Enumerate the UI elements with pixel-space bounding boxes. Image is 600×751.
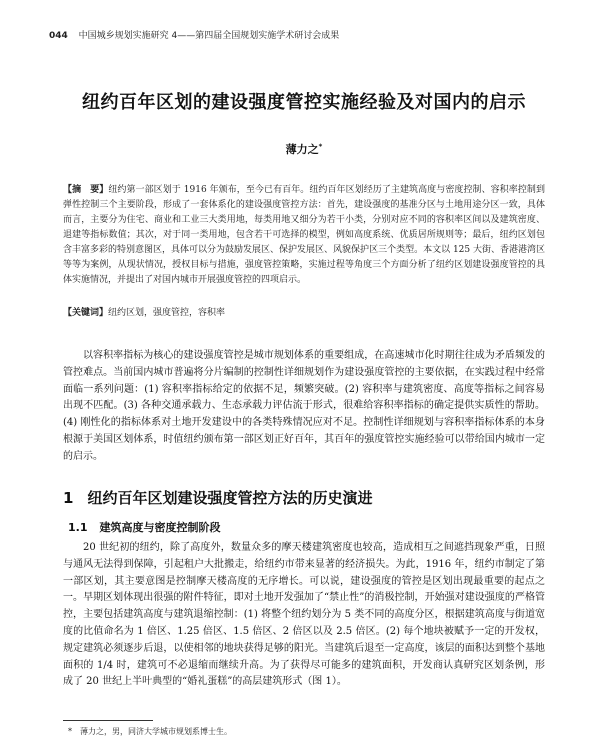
abstract — [63, 183, 545, 288]
footnote-divider — [63, 720, 153, 721]
abstract-text: 纽约第一部区划于 1916 年颁布，至今已有百年。纽约百年区划经历了主建筑高度与密度控制、容积率控制到弹性控制三个主要阶段，形成了一套体系化的建设强度管控方法：首先，建设强度的基准分区与土地用途分区一致，具体而言，主要分为住宅、商业和工业三大类用地，每类用地又细分为若干小类，分别对应不同的容积率区间以及建筑密度、退建等指标数值；其次，对于同一类用地，包含若干可选择的模型，例如高度系统、优质居所规则等；最后，纽约区划包含丰富多彩的特别意图区，具体可以分为鼓励发展区、保护发展区、风貌保护区三个类型。本文以 125 大街、香港港湾区等等为案例，从现状情况，授权目标与措施，强度管控策略，实施过程等角度三个方面分析了纽约区划建设强度管控的具体实施情况，并提出了对国内城市开展强度管控的四项启示。 — [63, 185, 545, 285]
body-paragraph: 20 世纪初的纽约，除了高度外，数量众多的摩天楼建筑密度也较高，造成相互之间遮挡现象严重，日照与通风无法得到保障，引起租户大批搬走，给纽约市带来显著的经济损失。为此，1916 年，纽约市制定了第一部区划，其主要意图是控制摩天楼高度的无序增长。可以说，建设强度的管控是区划出现最重要的起点之一。早期区划体现出很强的附件特征，即对土地开发强加了“禁止性”的消极控制，开始强对建设强度的严格管控，主要包括建筑高度与建筑退缩控制：(1) 将整个纽约划分为 5 类不同的高度分区，根据建筑高度与街道宽度的比值命名为 1 倍区、1.25 倍区、1.5 倍区、2 倍区以及 2.5 倍区。(2) 每个地块被赋予一定的开发权，规定建筑必须逐步后退，以使相邻的地块获得足够的阳光。当建筑后退至一定高度，该层的面积达到整个基地面积的 1/4 时，建筑可不必退缩而继续升高。为了获得尽可能多的建筑面积，开发商认真研究区划条例，形成了 20 世纪上半叶典型的“婚礼蛋糕”的高层建筑形式（图 1）。 — [63, 542, 545, 688]
subsection-heading — [68, 519, 545, 535]
paper-title: 纽约百年区划的建设强度管控实施经验及对国内的启示 — [82, 92, 526, 113]
keywords-label: 【关键词】 — [63, 308, 109, 318]
intro-paragraph: 以容积率指标为核心的建设强度管控是城市规划体系的重要组成，在高速城市化时期往往成为矛盾频发的管控难点。当前国内城市普遍将分片编制的控制性详细规划作为建设强度管控的主要依据，在实践过程中经常面临一系列问题：(1) 容积率指标给定的依据不足，频繁突破。(2) 容积率与建筑密度、高度等指标之间容易出现不匹配。(3) 各种交通承载力、生态承载力评估流于形式，很难给容积率指标的确定提供实质性的帮助。(4) 刚性化的指标体系对土地开发建设中的各类特殊情况应对不足。控制性详细规划与容积率指标体系的本身根源于美国区划体系，时值纽约颁布第一部区划正好百年，其百年的强度管控实施经验可以带给国内城市一定的启示。 — [63, 350, 545, 462]
section-title: 纽约百年区划建设强度管控方法的历史演进 — [87, 489, 373, 507]
abstract-label: 【摘 要】 — [63, 185, 109, 195]
subsection-title: 建筑高度与密度控制阶段 — [99, 521, 221, 534]
subsection-number: 1.1 — [68, 521, 88, 534]
running-header — [49, 30, 559, 42]
author-line — [49, 141, 559, 157]
footnote: * 薄力之，男，同济大学城市规划系博士生。 — [68, 727, 232, 736]
author-name: 薄力之 — [285, 143, 319, 156]
keywords-text: 纽约区划，强度管控，容积率 — [108, 308, 226, 318]
page-number: 044 — [49, 31, 68, 41]
keywords — [63, 306, 545, 321]
running-title: 中国城乡规划实施研究 4——第四届全国规划实施学术研讨会成果 — [78, 31, 340, 41]
author-footnote-mark: * — [318, 142, 323, 151]
section-heading — [63, 487, 545, 508]
section-number: 1 — [63, 489, 74, 507]
